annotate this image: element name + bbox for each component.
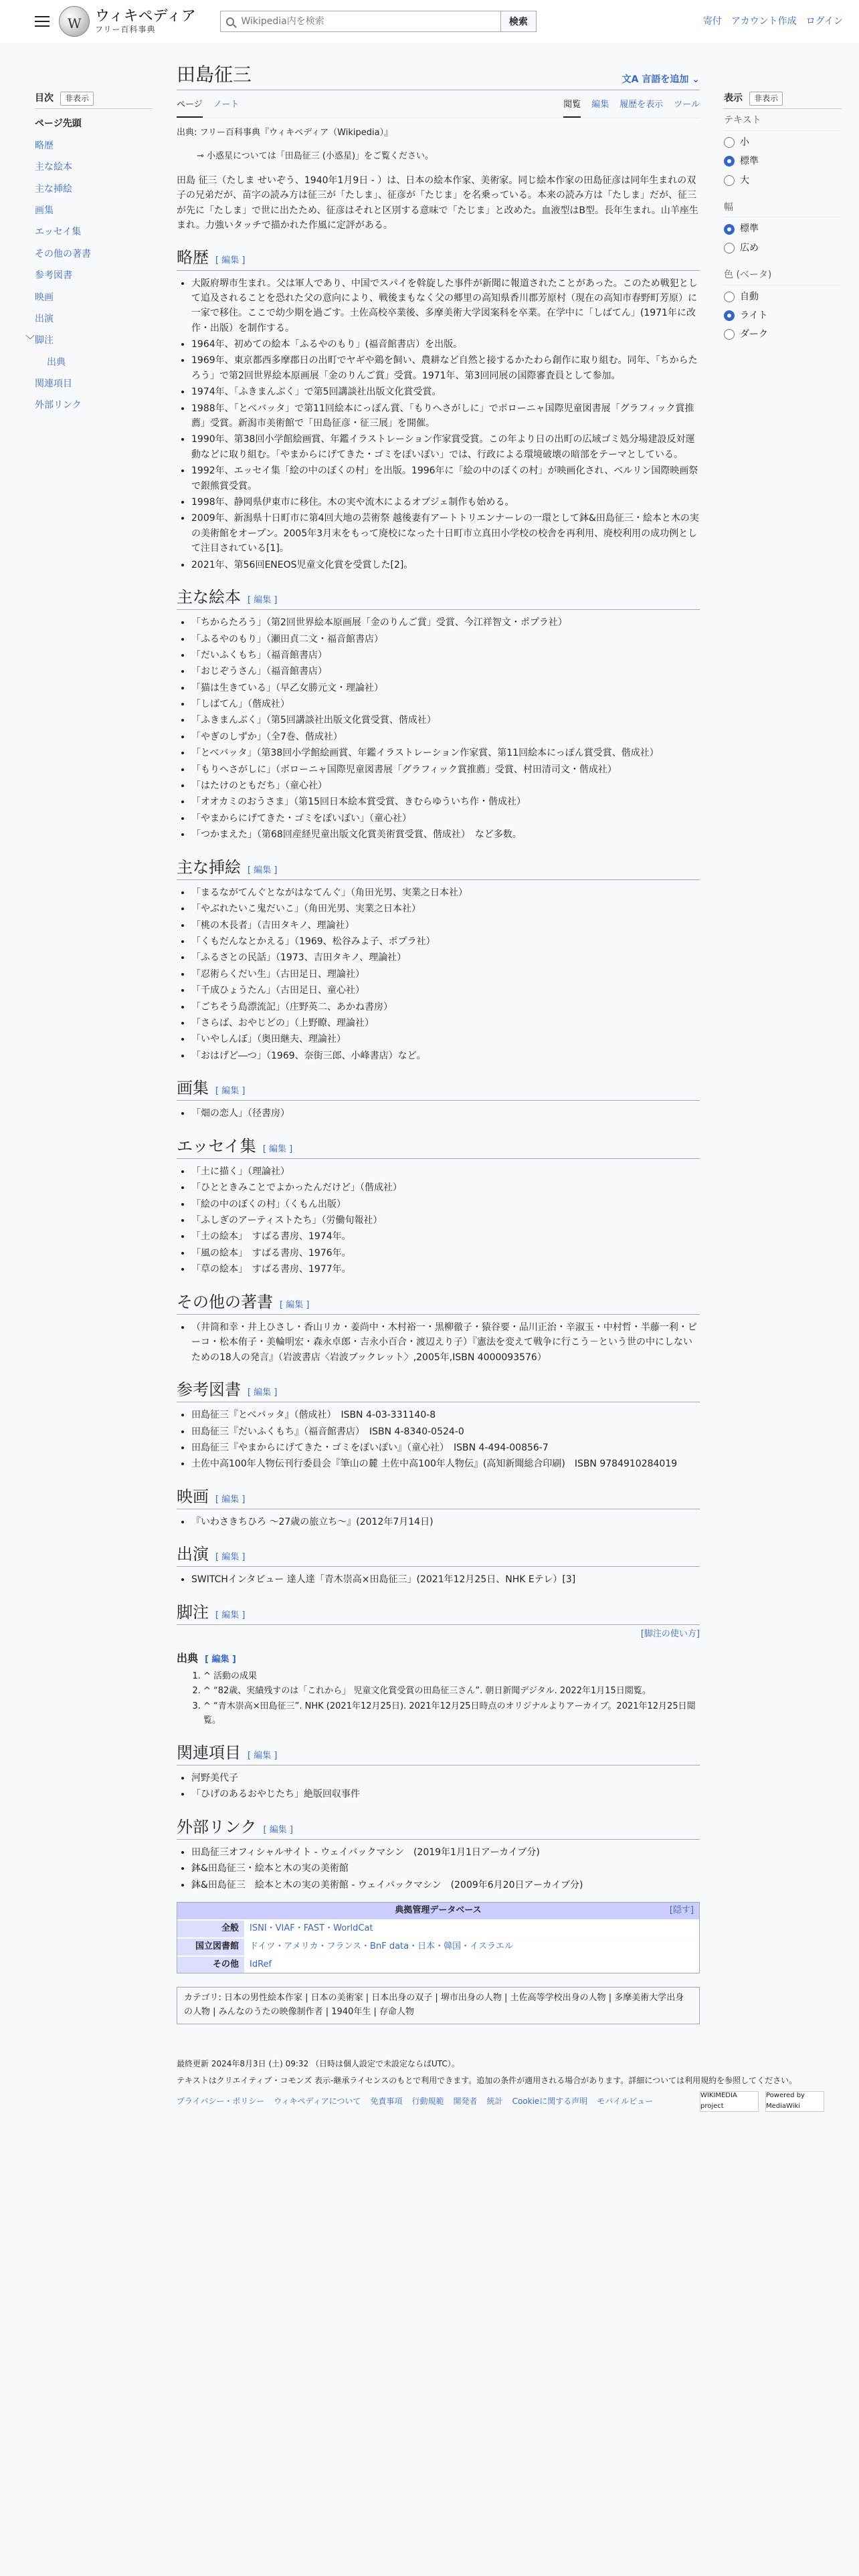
authority-value[interactable]: ドイツ・アメリカ・フランス・BnF data・日本・韓国・イスラエル xyxy=(244,1939,699,1955)
main-menu-icon[interactable] xyxy=(35,16,50,27)
hatnote-text: 小惑星については「田島征三 (小惑星)」をご覧ください。 xyxy=(207,150,434,161)
radio-label: 広め xyxy=(740,242,759,253)
authority-label: 国立図書館 xyxy=(177,1939,244,1955)
section-heading-related xyxy=(177,1743,700,1765)
edit-link[interactable]: [ 編集 ] xyxy=(215,1086,246,1097)
list-item: • 「畑の恋人」（径書房） xyxy=(191,1106,700,1121)
list-item: • 1990年、第38回小学館絵画賞、年鑑イラストレーション作家賞受賞。この年より日の出町の広域ゴミ処分場建設反対運動などに取り組む。「やまからにげてきた・ゴミをぽいぽい」では、行政による環境破壊の暗部をテーマとしている。 xyxy=(191,432,700,462)
toc-item[interactable] xyxy=(35,308,153,330)
radio-label: ダーク xyxy=(740,329,768,340)
edit-link[interactable]: [ 編集 ] xyxy=(248,1750,278,1761)
footer-link[interactable]: 統計 xyxy=(486,2097,503,2107)
artbooks-list xyxy=(191,1106,700,1121)
appearance-sidebar xyxy=(724,43,842,2038)
list-item: • 「土に描く」（理論社） xyxy=(191,1164,700,1179)
section-heading-refs xyxy=(177,1380,700,1402)
list-item: • 「風の絵本」 すばる書房、1976年。 xyxy=(191,1246,700,1261)
text-size-radio[interactable] xyxy=(724,173,842,188)
list-item: • 「ひとときみことでよかったんだけど」（偕成社） xyxy=(191,1180,700,1195)
authority-row xyxy=(177,1937,699,1955)
text-size-radio[interactable] xyxy=(724,135,842,150)
list-item: • 「千成ひょうたん」（古田足日、童心社） xyxy=(191,983,700,998)
lead-paragraph: 田島 征三（たしま せいぞう、1940年1月9日 - ）は、日本の絵本作家、美術家。同じ絵本作家の田島征彦は同年生まれの双子の兄弟だが、苗字の読み方は征三が「たしま」、征彦が「たじま」を名乗っている。本来の読み方は「たしま」だが、征三が先に「たしま」で世に出たため、征彦はそれと区別する意味で「たじま」と改めた。血液型はB型。長年生まれ。山羊座生まれ。力強いタッチで描かれた作風に定評がある。 xyxy=(177,175,698,231)
subsection-title: 出典 xyxy=(177,1651,199,1665)
list-item: • 田島征三『だいふくもち』（福音館書店） ISBN 4-8340-0524-0 xyxy=(191,1424,700,1439)
toc-item-label: 出典 xyxy=(47,356,66,368)
footer-link[interactable]: 免責事項 xyxy=(370,2097,403,2107)
list-item: • 「桃の木長者」（吉田タキノ、理論社） xyxy=(191,918,700,933)
toc-item-label: エッセイ集 xyxy=(35,227,82,238)
authority-label: その他 xyxy=(177,1957,244,1973)
last-updated: 最終更新 2024年8月3日 (土) 09:32 （日時は個人設定で未設定ならばUTC）。 xyxy=(177,2058,460,2068)
toc-item-label: 参考図書 xyxy=(35,270,72,282)
edit-link[interactable]: [ 編集 ] xyxy=(215,1552,246,1563)
license-text: テキストはクリエイティブ・コモンズ 表示-継承ライセンスのもとで利用できます。追加の条件が適用される場合があります。詳細については利用規約を参照してください。 xyxy=(177,2076,797,2086)
logo-subtitle: フリー百科事典 xyxy=(95,24,156,34)
add-language-button[interactable] xyxy=(622,72,700,87)
list-item: • 田島征三オフィシャルサイト - ウェイバックマシン (2019年1月1日アーカイブ分) xyxy=(191,1845,700,1860)
list-item: • 「ごちそう島漂流記」（庄野英二、あかね書房） xyxy=(191,1000,700,1014)
toc-hide-button[interactable]: 非表示 xyxy=(60,92,94,106)
search-button[interactable]: 検索 xyxy=(501,11,537,32)
toc-item[interactable] xyxy=(35,200,153,221)
add-language-label: 言語を追加 xyxy=(642,74,689,85)
list-item: • 「ちからたろう」（第2回世界絵本原画展「金のりんご賞」受賞、今江祥智文・ポプラ社） xyxy=(191,615,700,630)
section-title: 主な絵本 xyxy=(177,587,241,607)
section-title: 画集 xyxy=(177,1079,209,1098)
radio-label: ライト xyxy=(740,310,768,321)
toc-item[interactable] xyxy=(35,221,153,243)
list-item: • 「絵の中のぼくの村」（くもん出版） xyxy=(191,1197,700,1212)
list-item: • 河野美代子 xyxy=(191,1771,700,1786)
list-item: • 「やまからにげてきた・ゴミをぽいぽい」（童心社） xyxy=(191,811,700,826)
section-heading-appearances xyxy=(177,1544,700,1567)
edit-link[interactable]: [ 編集 ] xyxy=(262,1144,293,1154)
color-radio[interactable] xyxy=(724,308,842,323)
bio-list xyxy=(191,276,700,572)
disambig-icon: ⊸ xyxy=(197,150,207,161)
toc-item-label: 主な挿絵 xyxy=(35,183,72,195)
section-title: 映画 xyxy=(177,1487,209,1506)
toc-item-label: 主な絵本 xyxy=(35,162,72,173)
width-radio[interactable] xyxy=(724,241,842,255)
external-list xyxy=(191,1845,700,1893)
list-item: • 田島征三『やまからにげてきた・ゴミをぽいぽい』（童心社） ISBN 4-494-00856-7 xyxy=(191,1440,700,1455)
section-heading-essays xyxy=(177,1136,700,1159)
toc-item[interactable] xyxy=(35,287,153,308)
personal-tools xyxy=(703,14,843,29)
authority-toggle[interactable]: [隠す] xyxy=(669,1905,694,1916)
radio-label: 大 xyxy=(740,175,749,186)
site-header xyxy=(0,0,859,43)
edit-link[interactable]: [ 編集 ] xyxy=(215,1494,246,1505)
wikimedia-badge[interactable]: WIKIMEDIA project xyxy=(700,2091,759,2112)
footer-link[interactable]: ウィキペディアについて xyxy=(274,2097,361,2107)
hatnote xyxy=(177,150,700,164)
list-item: • 「つかまえた」（第68回産経児童出版文化賞美術賞受賞、偕成社） など多数。 xyxy=(191,827,700,842)
edit-link[interactable]: [ 編集 ] xyxy=(248,865,278,875)
essays-list xyxy=(191,1164,700,1277)
list-item: • 1974年、「ふきまんぶく」で第5回講談社出版文化賞受賞。 xyxy=(191,385,700,399)
list-item: 1. ^ 活動の成果 xyxy=(203,1670,700,1684)
authority-title: 典拠管理データベース xyxy=(395,1905,482,1916)
list-item: • 「草の絵本」 すばる書房、1977年。 xyxy=(191,1262,700,1277)
color-radio[interactable] xyxy=(724,327,842,342)
section-heading-bio xyxy=(177,247,700,270)
authority-value[interactable]: ISNI・VIAF・FAST・WorldCat xyxy=(244,1921,699,1937)
radio-label: 標準 xyxy=(740,156,759,167)
width-radio[interactable] xyxy=(724,221,842,236)
section-heading-film xyxy=(177,1487,700,1509)
list-item: • 田島征三『とべバッタ』（偕成社） ISBN 4-03-331140-8 xyxy=(191,1408,700,1422)
list-item: • 「やぶれたいこ鬼だいこ」（角田光男、実業之日本社） xyxy=(191,901,700,916)
logo-title: ウィキペディア xyxy=(95,8,196,25)
list-item: • SWITCHインタビュー 達人達「青木崇高×田島征三」(2021年12月25日、NHK Eテレ）[3] xyxy=(191,1572,700,1587)
related-list xyxy=(191,1771,700,1802)
list-item: • 「オオカミのおうさま」（第15回日本絵本賞受賞、きむらゆういち作・偕成社） xyxy=(191,794,700,809)
footnote-usage-link[interactable]: [脚注の使い方] xyxy=(640,1629,700,1640)
list-item: • 土佐中高100年人物伝刊行委員会『筆山の麓 土佐中高100年人物伝』(高知新聞総合印刷) ISBN 9784910284019 xyxy=(191,1457,700,1471)
toc-item[interactable] xyxy=(35,352,153,373)
text-size-radio[interactable] xyxy=(724,154,842,169)
mediawiki-badge[interactable]: Powered by MediaWiki xyxy=(765,2091,824,2112)
search-box[interactable] xyxy=(220,11,501,32)
radio-label: 標準 xyxy=(740,223,759,235)
film-list xyxy=(191,1515,700,1529)
authority-row xyxy=(177,1955,699,1973)
radio-button-icon[interactable] xyxy=(724,137,735,148)
section-heading-artbooks xyxy=(177,1078,700,1101)
appearance-title: 表示 xyxy=(724,93,743,104)
page-tabs xyxy=(177,94,700,118)
list-item: • 「おじぞうさん」（福音館書店） xyxy=(191,664,700,679)
list-item: • 「しばてん」（偕成社） xyxy=(191,697,700,712)
list-item: • 「ふしぎのアーティストたち」（労働旬報社） xyxy=(191,1213,700,1228)
list-item: • 「はたけのともだち」（童心社） xyxy=(191,778,700,793)
list-item: • 「ふるやのもり」（瀬田貞二文・福音館書店） xyxy=(191,632,700,647)
toc-item[interactable] xyxy=(35,156,153,178)
tab-0[interactable]: ページ xyxy=(177,94,203,118)
toc-item[interactable] xyxy=(35,395,153,416)
list-item: • （井筒和幸・井上ひさし・香山リカ・姜尚中・木村裕一・黒柳徹子・猿谷要・品川正治・辛淑玉・中村哲・半藤一利・ピーコ・松本侑子・美輪明宏・森永卓郎・吉永小百合・渡辺えり子）『憲法を変えて戦争に行こう－という世の中にしないための18人の発言』（岩波書店〈岩波ブックレット〉,2005年,ISBN 4000093576） xyxy=(191,1320,700,1365)
toc-item-label: 出演 xyxy=(35,313,54,324)
radio-button-icon[interactable] xyxy=(724,310,735,321)
tab-right-1[interactable]: 編集 xyxy=(591,100,609,110)
header-link-0[interactable]: 寄付 xyxy=(702,15,722,27)
section-title: 略歴 xyxy=(177,248,209,267)
list-item: • 鉢&田島征三 絵本と木の実の美術館 - ウェイバックマシン (2009年6月20日アーカイブ分) xyxy=(191,1878,700,1893)
section-title: 出演 xyxy=(177,1545,209,1564)
list-item: • 1998年、静岡県伊東市に移住。木の実や流木によるオブジェ制作も始める。 xyxy=(191,495,700,510)
radio-button-icon[interactable] xyxy=(724,175,735,186)
section-heading-illustrations xyxy=(177,857,700,880)
article-main xyxy=(177,43,700,2038)
footer-link[interactable]: Cookieに関する声明 xyxy=(512,2097,588,2107)
toc-item-label: 略歴 xyxy=(35,140,54,151)
toc-title: 目次 xyxy=(35,93,54,104)
list-item: • 「とべバッタ」（第38回小学館絵画賞、年鑑イラストレーション作家賞、第11回絵本にっぽん賞受賞、偕成社） xyxy=(191,746,700,760)
list-item: • 1988年、「とべバッタ」で第11回絵本にっぽん賞、「もりへさがしに」でボローニャ国際児童図書展「グラフィック賞推薦」受賞。新潟市美術館で「田島征彦・征三展」を開催。 xyxy=(191,401,700,431)
appearances-list xyxy=(191,1572,700,1587)
list-item: • 「忍術らくだい生」（古田足日、理論社） xyxy=(191,967,700,982)
edit-link[interactable]: [ 編集 ] xyxy=(205,1654,236,1665)
section-title: 参考図書 xyxy=(177,1380,241,1399)
chevron-down-icon[interactable]: ﹀ xyxy=(25,335,35,346)
list-item: • 「ふるさとの民話」（1973、吉田タキノ、理論社） xyxy=(191,950,700,965)
translate-icon: 文A xyxy=(622,74,642,85)
toc-item[interactable] xyxy=(35,179,153,200)
radio-button-icon[interactable] xyxy=(724,329,735,340)
section-heading-other xyxy=(177,1292,700,1315)
toc-item[interactable] xyxy=(35,265,153,286)
toc-item-label: 映画 xyxy=(35,292,54,303)
width-label: 幅 xyxy=(724,200,842,217)
authority-header xyxy=(177,1903,699,1919)
list-item: • 「もりへさがしに」（ボローニャ国際児童図書展「グラフィック賞推薦」受賞、村田清司文・偕成社） xyxy=(191,762,700,777)
edit-link[interactable]: [ 編集 ] xyxy=(215,255,246,266)
footer-link[interactable]: プライバシー・ポリシー xyxy=(177,2097,265,2107)
tab-right-0[interactable]: 閲覧 xyxy=(563,94,581,118)
color-label: 色 (ベータ) xyxy=(724,267,842,285)
page-title: 田島征三 xyxy=(177,64,252,86)
footer-link[interactable]: 行動規範 xyxy=(411,2097,444,2107)
section-heading-external xyxy=(177,1817,700,1840)
tab-right-3[interactable]: ツール xyxy=(674,100,700,110)
toc-item-label: 外部リンク xyxy=(35,400,82,411)
section-title: エッセイ集 xyxy=(177,1136,256,1156)
toc-item[interactable] xyxy=(35,243,153,265)
site-tagline: 出典: フリー百科事典『ウィキペディア（Wikipedia）』 xyxy=(177,128,393,138)
illustrations-list xyxy=(191,885,700,1063)
authority-value[interactable]: IdRef xyxy=(244,1957,699,1973)
list-item: • 「だいふくもち」（福音館書店） xyxy=(191,648,700,663)
books-list xyxy=(191,615,700,842)
section-title: 関連項目 xyxy=(177,1743,241,1762)
list-item: • 「まるながてんぐとながはなてんぐ」（角田光男、実業之日本社） xyxy=(191,885,700,900)
toc-sidebar xyxy=(25,43,153,2038)
list-item: • 2009年、新潟県十日町市に第4回大地の芸術祭 越後妻有アートトリエンナーレの一環として鉢&田島征三・絵本と木の実の美術館をオープン。2005年3月末をもって廃校になった十日町市立真田小学校の校舎を再利用、廃校利用の成功例として注目されている[1]。 xyxy=(191,511,700,556)
authority-control-box xyxy=(177,1902,700,1973)
section-heading-books xyxy=(177,587,700,610)
search-form xyxy=(220,11,537,32)
list-item: 2. ^ “82歳、実績残すのは「これから」 児童文化賞受賞の田島征三さん”. 朝日新聞デジタル. 2022年1月15日閲覧。 xyxy=(203,1685,700,1699)
header-link-1[interactable]: アカウント作成 xyxy=(731,15,797,27)
search-input[interactable] xyxy=(240,15,494,27)
list-item: • 大阪府堺市生まれ。父は軍人であり、中国でスパイを斡旋した事件が新聞に報道されたことがあった。このため戦犯として追及されることを恐れた父の意向により、戦後まもなく父の郷里の高知県香川郡芳原村（現在の高知市春野町芳原）に一家で移住。ここで幼少期を過ごす。土佐高校卒業後、多摩美術大学図案科を卒業。在学中に「しばてん」(1971年に改作・出版）を制作する。 xyxy=(191,276,700,336)
tab-right-2[interactable]: 履歴を表示 xyxy=(619,100,664,110)
category-links[interactable]: カテゴリ: 日本の男性絵本作家 | 日本の美術家 | 日本出身の双子 | 堺市出身の人物 | 土佐高等学校出身の人物 | 多摩美術大学出身の人物 | みんなのうたの映像制作者 | 1940年生 | 存命人物 xyxy=(177,1987,700,2024)
toc-item-label: 関連項目 xyxy=(35,379,72,390)
list-item: • 「くもだんなとかえる」（1969、松谷みよ子、ポプラ社） xyxy=(191,934,700,949)
appearance-header xyxy=(724,91,842,109)
list-item: • 「猫は生きている」（早乙女勝元文・理論社） xyxy=(191,681,700,695)
footer-link[interactable]: モバイルビュー xyxy=(597,2097,654,2107)
radio-button-icon[interactable] xyxy=(724,243,735,253)
list-item: • 1964年、初めての絵本「ふるやのもり」(福音館書店）を出版。 xyxy=(191,337,700,352)
edit-link[interactable]: [ 編集 ] xyxy=(263,1824,293,1835)
section-title: 脚注 xyxy=(177,1602,209,1622)
toc-item[interactable] xyxy=(25,330,153,351)
toc-item-label: 脚注 xyxy=(35,335,54,346)
radio-button-icon[interactable] xyxy=(724,156,735,167)
other-list xyxy=(191,1320,700,1365)
edit-link[interactable]: [ 編集 ] xyxy=(215,1610,246,1620)
list-item: • 『いわさきちひろ ～27歳の旅立ち～』(2012年7月14日) xyxy=(191,1515,700,1529)
edit-link[interactable]: [ 編集 ] xyxy=(280,1299,310,1310)
tab-1[interactable]: ノート xyxy=(213,100,240,110)
edit-link[interactable]: [ 編集 ] xyxy=(248,1387,278,1398)
authority-label: 全般 xyxy=(177,1921,244,1937)
radio-label: 自動 xyxy=(740,291,759,302)
toc-item[interactable] xyxy=(35,135,153,156)
list-item: • 2021年、第56回ENEOS児童文化賞を受賞した[2]。 xyxy=(191,558,700,572)
list-item: • 「さらば、おやじどの」（上野瞭、理論社） xyxy=(191,1016,700,1031)
footer-link[interactable]: 開発者 xyxy=(453,2097,478,2107)
radio-button-icon[interactable] xyxy=(724,292,735,302)
section-title: その他の著書 xyxy=(177,1292,273,1311)
list-item: • 「やぎのしずか」（全7巻、偕成社） xyxy=(191,730,700,744)
edit-link[interactable]: [ 編集 ] xyxy=(248,595,278,605)
toc-item[interactable] xyxy=(35,113,153,134)
wikipedia-globe-icon xyxy=(59,6,90,37)
list-item: • 「おはげど―つ」（1969、奈街三郎、小峰書店）など。 xyxy=(191,1049,700,1063)
toc-item-label: 画集 xyxy=(35,205,54,216)
list-item: • 1992年、エッセイ集「絵の中のぼくの村」を出版。1996年に「絵の中のぼくの村」が映画化され、ベルリン国際映画祭で銀熊賞受賞。 xyxy=(191,463,700,494)
chevron-down-icon: ⌄ xyxy=(692,74,700,85)
page-footer xyxy=(0,2038,859,2112)
radio-label: 小 xyxy=(740,136,749,148)
list-item: • 1969年、東京都西多摩郡日の出町でヤギや鶏を飼い、農耕など自然と接するかたわら創作に取り組む。同年、「ちからたろう」で第2回世界絵本原画展「金のりんご賞」受賞。1971年、第3回同展の国際審査員として参加。 xyxy=(191,353,700,383)
wikipedia-logo[interactable] xyxy=(59,6,196,37)
radio-button-icon[interactable] xyxy=(724,224,735,235)
authority-row xyxy=(177,1919,699,1937)
appearance-hide-button[interactable]: 非表示 xyxy=(749,92,783,106)
section-title: 外部リンク xyxy=(177,1817,257,1836)
header-link-2[interactable]: ログイン xyxy=(805,15,843,27)
toc-item-label: ページ先頭 xyxy=(35,118,82,130)
notes-list xyxy=(203,1670,700,1728)
section-heading-notes xyxy=(177,1602,700,1625)
toc-header xyxy=(35,91,153,109)
toc-item[interactable] xyxy=(35,373,153,395)
list-item: • 「いやしんぼ」（奥田継夫、理論社） xyxy=(191,1032,700,1047)
list-item: • 鉢&田島征三・絵本と木の実の美術館 xyxy=(191,1861,700,1876)
color-radio[interactable] xyxy=(724,290,842,304)
list-item: 3. ^ “青木崇高×田島征三”. NHK (2021年12月25日). 2021年12月25日時点のオリジナルよりアーカイブ。2021年12月25日閲覧。 xyxy=(203,1700,700,1728)
search-icon xyxy=(226,17,235,26)
section-title: 主な挿絵 xyxy=(177,857,241,877)
list-item: • 「土の絵本」 すばる書房、1974年。 xyxy=(191,1229,700,1244)
list-item: • 「ひげのあるおやじたち」絶版回収事件 xyxy=(191,1787,700,1802)
subsection-heading xyxy=(177,1650,700,1667)
refs-list xyxy=(191,1408,700,1472)
toc-item-label: その他の著書 xyxy=(35,248,91,259)
text-size-label: テキスト xyxy=(724,113,842,130)
list-item: • 「ふきまんぶく」（第5回講談社出版文化賞受賞、偕成社） xyxy=(191,713,700,728)
